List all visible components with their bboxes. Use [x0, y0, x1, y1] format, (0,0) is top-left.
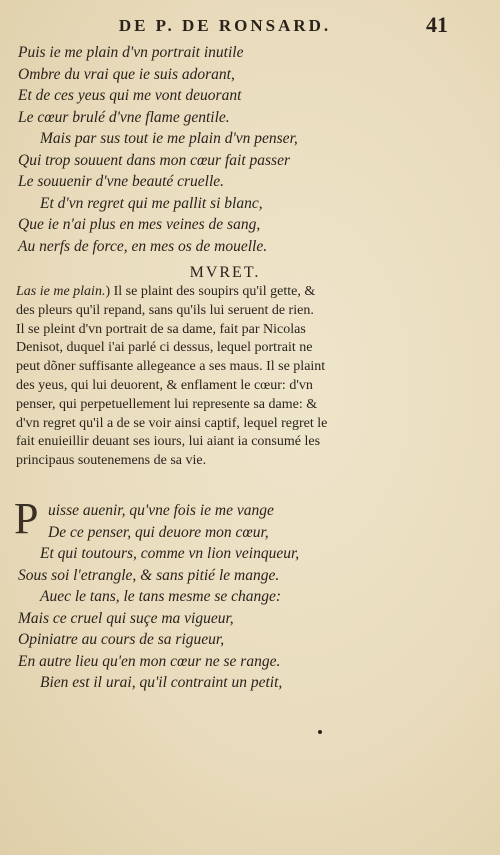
verse-line: Auec le tans, le tans mesme se change:	[40, 588, 282, 605]
verse-line: Ombre du vrai que ie suis adorant,	[18, 65, 235, 83]
commentary-heading: MVRET.	[189, 264, 261, 281]
verse-line: Le cœur brulé d'vne flame gentile.	[18, 108, 230, 126]
commentary-text: ) Il se plaint des soupirs qu'il gette, &	[105, 284, 316, 299]
commentary-line: peut dõner suffisante allegeance a ses maus. Il se plaint	[16, 359, 326, 375]
ink-dot	[318, 730, 322, 734]
verse-line: Et qui toutours, comme vn lion veinqueur,	[40, 545, 300, 562]
page-number: 41	[426, 12, 448, 37]
verse-line: Au nerfs de force, en mes os de mouelle.	[18, 237, 268, 255]
sonnet-verse-2	[18, 500, 338, 694]
commentary-line: d'vn regret qu'il a de se voir ainsi captif, lequel regret le	[16, 415, 328, 431]
verse-line: En autre lieu qu'en mon cœur ne se range.	[18, 652, 281, 670]
verse-line: Puis ie me plain d'vn portrait inutile	[18, 44, 244, 61]
commentary-line: Il se pleint d'vn portrait de sa dame, fait par Nicolas	[16, 321, 306, 337]
commentary-line: Denisot, duquel i'ai parlé ci dessus, lequel portrait ne	[16, 340, 313, 356]
running-title: DE P. DE RONSARD.	[118, 16, 332, 35]
verse-line: Mais par sus tout ie me plain d'vn penser,	[40, 130, 298, 147]
verse-line: Mais ce cruel qui suçe ma vigueur,	[18, 609, 234, 627]
verse-line: uisse auenir, qu'vne fois ie me vange	[48, 502, 274, 519]
sonnet-verse-1	[18, 42, 338, 257]
commentary-line: des pleurs qu'il repand, sans qu'ils lui seruent de rien.	[16, 302, 314, 318]
commentary-line: penser, qui perpetuellement lui represente sa dame: &	[16, 396, 318, 412]
verse-line: Bien est il urai, qu'il contraint un petit,	[40, 674, 283, 691]
commentary-line: des yeus, qui lui deuorent, & enflament le cœur: d'vn	[16, 377, 313, 393]
verse-line: Opiniatre au cours de sa rigueur,	[18, 631, 225, 648]
verse-line: De ce penser, qui deuore mon cœur,	[48, 523, 269, 541]
drop-capital: P	[14, 494, 39, 543]
commentary-line: fait enuieillir deuant ses iours, lui aiant ia consumé les	[16, 434, 321, 450]
commentary-line	[16, 283, 396, 302]
verse-line: Qui trop souuent dans mon cœur fait passer	[18, 151, 290, 169]
commentary-block	[16, 283, 396, 471]
commentary-cue: Las ie me plain.	[16, 284, 106, 299]
commentary-line: principaus soutenemens de sa vie.	[16, 453, 207, 469]
verse-line: Que ie n'ai plus en mes veines de sang,	[18, 216, 261, 233]
verse-line: Et de ces yeus qui me vont deuorant	[18, 87, 242, 104]
verse-line: Et d'vn regret qui me pallit si blanc,	[40, 194, 263, 212]
verse-line: Le souuenir d'vne beauté cruelle.	[18, 173, 225, 190]
verse-line: Sous soi l'etrangle, & sans pitié le mange.	[18, 566, 280, 584]
